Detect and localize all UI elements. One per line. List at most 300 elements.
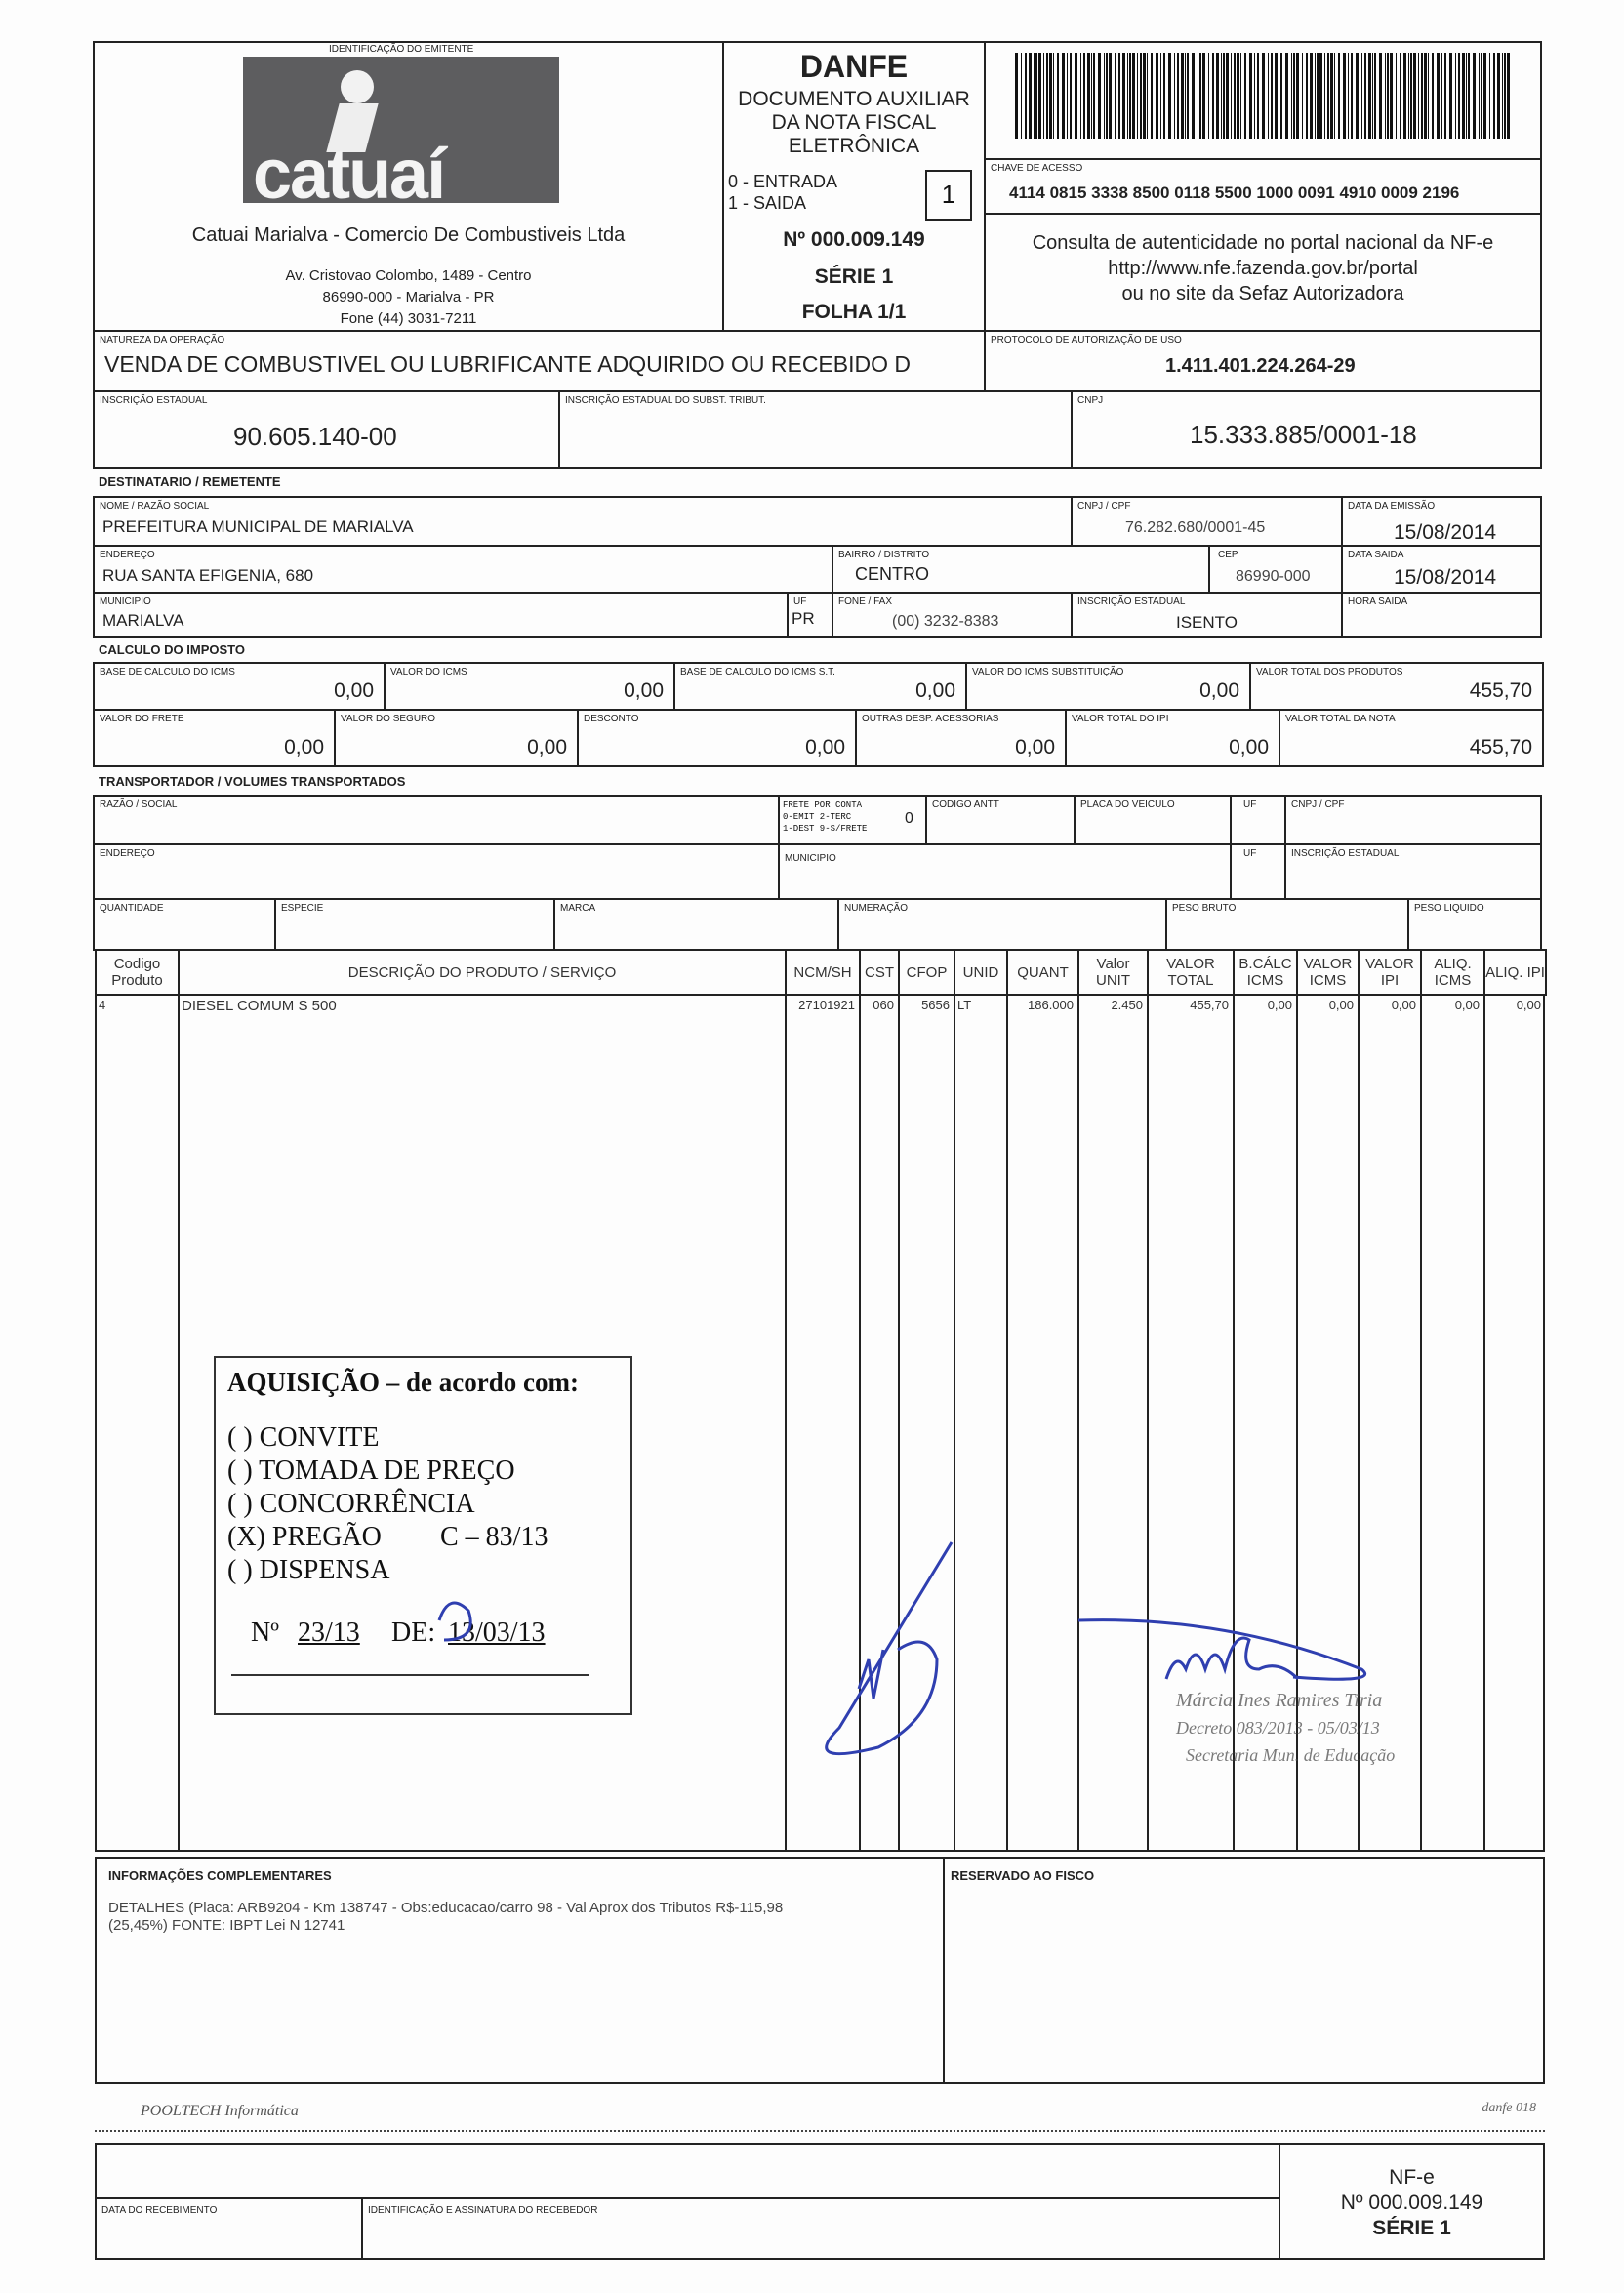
barcode-bar xyxy=(1361,53,1362,139)
emitente-box xyxy=(93,41,724,332)
barcode-bar xyxy=(1192,53,1195,139)
barcode-bar xyxy=(1140,53,1142,139)
product-cell: 060 xyxy=(873,998,894,1012)
column-header: ALIQ. IPI xyxy=(1483,949,1547,996)
transp-ie-box xyxy=(1284,843,1542,900)
tax-field xyxy=(1065,709,1280,767)
barcode-bar xyxy=(1098,53,1101,139)
barcode-bar xyxy=(1115,53,1116,139)
footer-version: danfe 018 xyxy=(1482,2101,1536,2115)
barcode-bar xyxy=(1479,53,1480,139)
danfe-subtitle: ELETRÔNICA xyxy=(788,135,920,157)
tax-field-value: 0,00 xyxy=(624,679,664,702)
tax-field-label: VALOR TOTAL DA NOTA xyxy=(1285,714,1396,724)
fisco-box xyxy=(943,1857,1545,2084)
barcode-bar xyxy=(1223,53,1225,139)
barcode-bar xyxy=(1343,53,1346,139)
barcode-bar xyxy=(1280,53,1282,139)
barcode-bar xyxy=(1413,53,1416,139)
barcode-bar xyxy=(1324,53,1325,139)
ie-label: INSCRIÇÃO ESTADUAL xyxy=(100,395,208,406)
barcode-bar xyxy=(1156,53,1158,139)
barcode-bar xyxy=(1285,53,1288,139)
peso-bruto-box xyxy=(1165,898,1409,951)
barcode-bar xyxy=(1390,53,1393,139)
stamp-de-label: DE: xyxy=(391,1617,436,1648)
barcode-bar xyxy=(1462,53,1465,139)
barcode-bar xyxy=(1481,53,1482,139)
barcode-bar xyxy=(1043,53,1044,139)
column-header: VALOR IPI xyxy=(1358,949,1422,996)
product-cell: LT xyxy=(957,998,972,1012)
barcode-bar xyxy=(1104,53,1105,139)
transp-mun-box xyxy=(778,843,1232,900)
frete-value: 0 xyxy=(905,810,914,827)
svg-text:Márcia Ines Ramires Tiria: Márcia Ines Ramires Tiria xyxy=(1176,1690,1383,1711)
cep-box xyxy=(1208,545,1343,594)
barcode-bar xyxy=(1160,53,1161,139)
barcode-bar xyxy=(1057,53,1059,139)
barcode-bar xyxy=(1093,53,1095,139)
tax-field xyxy=(965,662,1251,711)
column-divider xyxy=(1358,994,1360,1852)
tax-field-value: 0,00 xyxy=(915,679,955,702)
barcode-bar xyxy=(1268,53,1269,139)
tax-field-value: 0,00 xyxy=(1229,736,1269,758)
numeracao-box xyxy=(837,898,1167,951)
chave-box xyxy=(984,158,1542,215)
transp-mun-label: MUNICIPIO xyxy=(785,853,836,864)
info-text: (25,45%) FONTE: IBPT Lei N 12741 xyxy=(108,1917,345,1934)
barcode-bar xyxy=(1177,53,1179,139)
barcode-bar xyxy=(1231,53,1232,139)
barcode-bar xyxy=(1244,53,1246,139)
peso-liquido-label: PESO LIQUIDO xyxy=(1414,903,1484,914)
barcode-bar xyxy=(1067,53,1068,139)
barcode-bar xyxy=(1015,53,1018,139)
barcode-bar xyxy=(1368,53,1371,139)
dest-cnpj-box xyxy=(1071,496,1343,547)
svg-text:Secretaria Mun. de Educação: Secretaria Mun. de Educação xyxy=(1186,1745,1396,1765)
column-divider xyxy=(1077,994,1079,1852)
column-divider xyxy=(178,994,180,1852)
svg-text:Decreto 083/2013 - 05/03/13: Decreto 083/2013 - 05/03/13 xyxy=(1176,1718,1380,1738)
column-divider xyxy=(785,994,787,1852)
dest-end-box xyxy=(93,545,833,594)
barcode-bar xyxy=(1035,53,1037,139)
especie-box xyxy=(274,898,555,951)
consulta-box xyxy=(984,213,1542,332)
natureza-value: VENDA DE COMBUSTIVEL OU LUBRIFICANTE ADQUIRIDO OU RECEBIDO D xyxy=(104,351,912,377)
barcode-bar xyxy=(1437,53,1440,139)
barcode-bar xyxy=(1421,53,1423,139)
portal-url: http://www.nfe.fazenda.gov.br/portal xyxy=(1108,258,1418,279)
canhoto-serie: SÉRIE 1 xyxy=(1372,2217,1451,2239)
info-text: DETALHES (Placa: ARB9204 - Km 138747 - Obs:educacao/carro 98 - Val Aprox dos Tributos R$-115,98 xyxy=(108,1900,784,1916)
fone-box xyxy=(832,592,1073,638)
assinatura-box xyxy=(361,2197,1280,2260)
saida-label: DATA SAIDA xyxy=(1348,550,1404,560)
barcode-bar xyxy=(1403,53,1406,139)
barcode-bar xyxy=(1038,53,1041,139)
barcode-bar xyxy=(1083,53,1085,139)
barcode-bar xyxy=(1122,53,1125,139)
quantidade-label: QUANTIDADE xyxy=(100,903,164,914)
column-header: Valor UNIT xyxy=(1077,949,1149,996)
danfe-box xyxy=(722,41,986,332)
barcode-bar xyxy=(1034,53,1035,139)
footer-software: POOLTECH Informática xyxy=(141,2103,299,2119)
hora-box xyxy=(1341,592,1542,638)
barcode-bar xyxy=(1237,53,1239,139)
barcode-bar xyxy=(1458,53,1460,139)
column-divider xyxy=(1483,994,1485,1852)
product-cell: 0,00 xyxy=(1454,998,1480,1012)
stamp-option: ( ) TOMADA DE PREÇO xyxy=(227,1455,515,1486)
barcode-bar xyxy=(1396,53,1397,139)
barcode-bar xyxy=(1216,53,1219,139)
aquisicao-stamp xyxy=(214,1356,632,1715)
barcode-bar xyxy=(1106,53,1108,139)
tax-field-label: BASE DE CALCULO DO ICMS S.T. xyxy=(680,667,835,677)
canhoto-nfe: NF-e xyxy=(1389,2166,1435,2189)
uf-box xyxy=(787,592,833,638)
barcode-bar xyxy=(1317,53,1319,139)
product-cell: 186.000 xyxy=(1028,998,1074,1012)
transp-razao-box xyxy=(93,795,780,845)
ie-st-label: INSCRIÇÃO ESTADUAL DO SUBST. TRIBUT. xyxy=(565,395,766,406)
barcode-bar xyxy=(1504,53,1506,139)
tax-field xyxy=(855,709,1067,767)
product-cell: 0,00 xyxy=(1328,998,1354,1012)
barcode-bar xyxy=(1151,53,1153,139)
ie-box xyxy=(93,390,560,469)
barcode-bar xyxy=(1271,53,1273,139)
barcode-bar xyxy=(1330,53,1333,139)
emitente-address: Av. Cristovao Colombo, 1489 - Centro xyxy=(285,267,532,284)
tax-field xyxy=(673,662,967,711)
dest-nome-box xyxy=(93,496,1073,547)
barcode-bar xyxy=(1385,53,1386,139)
transp-uf-box xyxy=(1230,795,1286,845)
column-header: Codigo Produto xyxy=(95,949,180,996)
danfe-title: DANFE xyxy=(799,49,909,84)
frete-label: FRETE POR CONTA xyxy=(783,800,863,810)
barcode-bar xyxy=(1379,53,1382,139)
tax-field xyxy=(1279,709,1544,767)
dest-nome: PREFEITURA MUNICIPAL DE MARIALVA xyxy=(102,517,414,536)
imposto-section: CALCULO DO IMPOSTO xyxy=(99,642,245,657)
barcode-bar xyxy=(1320,53,1322,139)
transp-cnpj-box xyxy=(1284,795,1542,845)
fisco-label: RESERVADO AO FISCO xyxy=(951,1868,1095,1883)
protocolo-box xyxy=(984,330,1542,392)
barcode-bar xyxy=(1441,53,1442,139)
dest-ie-label: INSCRIÇÃO ESTADUAL xyxy=(1077,596,1186,607)
barcode-bar xyxy=(1468,53,1470,139)
barcode-bar xyxy=(1025,53,1027,139)
stamp-option-selected: (X) PREGÃO xyxy=(227,1522,382,1552)
cnpj-value: 15.333.885/0001-18 xyxy=(1190,420,1417,449)
barcode-bar xyxy=(1387,53,1389,139)
column-divider xyxy=(1006,994,1008,1852)
barcode-bar xyxy=(1315,53,1316,139)
danfe-subtitle: DA NOTA FISCAL xyxy=(771,111,937,134)
natureza-box xyxy=(93,330,986,392)
barcode-bar xyxy=(1212,53,1214,139)
transp-end-label: ENDEREÇO xyxy=(100,848,155,859)
stamp-option: ( ) CONCORRÊNCIA xyxy=(227,1489,475,1519)
barcode-bar xyxy=(1418,53,1419,139)
barcode-bar xyxy=(1168,53,1171,139)
dest-ie-box xyxy=(1071,592,1343,638)
product-cell: 0,00 xyxy=(1516,998,1541,1012)
transp-razao-label: RAZÃO / SOCIAL xyxy=(100,799,178,810)
frete-box xyxy=(778,795,927,845)
emissao-date: 15/08/2014 xyxy=(1394,521,1497,544)
barcode-bar xyxy=(1147,53,1148,139)
info-box xyxy=(95,1857,945,2084)
barcode-bar xyxy=(1118,53,1120,139)
barcode-bar xyxy=(1400,53,1401,139)
tax-field-label: VALOR TOTAL DO IPI xyxy=(1072,714,1169,724)
product-cell: 0,00 xyxy=(1267,998,1292,1012)
column-divider xyxy=(1420,994,1422,1852)
data-recebimento-box xyxy=(95,2197,363,2260)
tax-field-value: 0,00 xyxy=(1199,679,1239,702)
barcode-bar xyxy=(1410,53,1412,139)
column-header: VALOR TOTAL xyxy=(1147,949,1235,996)
tax-field-label: VALOR TOTAL DOS PRODUTOS xyxy=(1256,667,1403,677)
barcode-bar xyxy=(1049,53,1052,139)
tax-field xyxy=(334,709,579,767)
barcode-bar xyxy=(1302,53,1303,139)
mun-box xyxy=(93,592,789,638)
transp-end-box xyxy=(93,843,780,900)
info-label: INFORMAÇÕES COMPLEMENTARES xyxy=(108,1868,332,1883)
barcode-bar xyxy=(1489,53,1490,139)
column-header: CST xyxy=(859,949,900,996)
cnpj-label: CNPJ xyxy=(1077,395,1104,406)
barcode-bar xyxy=(1262,53,1265,139)
barcode-bar xyxy=(1129,53,1131,139)
tax-field-label: VALOR DO SEGURO xyxy=(341,714,436,724)
tax-field-value: 0,00 xyxy=(284,736,324,758)
barcode-bar xyxy=(1053,53,1054,139)
bairro: CENTRO xyxy=(855,564,929,584)
stamp-num: 23/13 xyxy=(298,1617,360,1648)
column-header: DESCRIÇÃO DO PRODUTO / SERVIÇO xyxy=(178,949,787,996)
canhoto-nfe-box xyxy=(1279,2143,1545,2260)
protocolo-value: 1.411.401.224.264-29 xyxy=(1165,355,1356,377)
barcode-bar xyxy=(1208,53,1209,139)
hora-label: HORA SAIDA xyxy=(1348,596,1408,607)
barcode-bar xyxy=(1109,53,1112,139)
barcode-bar xyxy=(1174,53,1175,139)
transp-uf2-box xyxy=(1230,843,1286,900)
barcode-bar xyxy=(1449,53,1452,139)
placa-box xyxy=(1074,795,1232,845)
canhoto-top-box xyxy=(95,2143,1280,2199)
barcode-bar xyxy=(1070,53,1072,139)
emissao-box xyxy=(1341,496,1542,547)
column-divider xyxy=(898,994,900,1852)
saida-label: 1 - SAIDA xyxy=(728,193,807,213)
barcode-bar xyxy=(1293,53,1295,139)
fone: (00) 3232-8383 xyxy=(892,613,999,630)
barcode-bar xyxy=(1473,53,1476,139)
chave-label: CHAVE DE ACESSO xyxy=(991,163,1083,174)
barcode-bar xyxy=(1187,53,1189,139)
mun: MARIALVA xyxy=(102,611,184,630)
column-divider xyxy=(859,994,861,1852)
nf-serie: SÉRIE 1 xyxy=(814,266,894,288)
barcode-bar xyxy=(1029,53,1032,139)
column-divider xyxy=(954,994,955,1852)
emitente-phone: Fone (44) 3031-7211 xyxy=(340,310,477,327)
tax-field xyxy=(384,662,675,711)
peso-liquido-box xyxy=(1407,898,1542,951)
nf-folha: FOLHA 1/1 xyxy=(801,301,907,323)
barcode-bar xyxy=(1502,53,1503,139)
consulta-text: Consulta de autenticidade no portal nacional da NF-e xyxy=(1032,232,1494,254)
especie-label: ESPECIE xyxy=(281,903,324,914)
transp-cnpj-label: CNPJ / CPF xyxy=(1291,799,1345,810)
stamp-option: ( ) DISPENSA xyxy=(227,1555,390,1585)
ie-st-box xyxy=(558,390,1073,469)
barcode-box xyxy=(984,41,1542,160)
destinatario-section: DESTINATARIO / REMETENTE xyxy=(99,474,281,489)
tax-field-label: VALOR DO FRETE xyxy=(100,714,184,724)
barcode-bar xyxy=(1424,53,1427,139)
antt-label: CODIGO ANTT xyxy=(932,799,999,810)
tax-field xyxy=(1249,662,1544,711)
barcode-bar xyxy=(1372,53,1373,139)
cut-line xyxy=(95,2130,1545,2132)
data-recebimento-label: DATA DO RECEBIMENTO xyxy=(102,2205,218,2216)
barcode-bar xyxy=(1181,53,1184,139)
column-header: QUANT xyxy=(1006,949,1079,996)
barcode-bar xyxy=(1127,53,1128,139)
barcode-bar xyxy=(1087,53,1090,139)
stamp-option: ( ) CONVITE xyxy=(227,1422,380,1453)
emitente-label: IDENTIFICAÇÃO DO EMITENTE xyxy=(329,44,474,55)
tax-field-label: VALOR DO ICMS xyxy=(390,667,467,677)
product-cell: DIESEL COMUM S 500 xyxy=(182,998,337,1014)
barcode-bar xyxy=(1351,53,1353,139)
transp-uf2-label: UF xyxy=(1243,848,1257,859)
tax-field-label: BASE DE CALCULO DO ICMS xyxy=(100,667,235,677)
canhoto-num: Nº 000.009.149 xyxy=(1340,2191,1483,2214)
product-cell: 27101921 xyxy=(798,998,855,1012)
frete-option: 0-EMIT 2-TERC xyxy=(783,812,852,822)
barcode-bar xyxy=(1137,53,1138,139)
barcode-bar xyxy=(1021,53,1022,139)
marca-box xyxy=(553,898,839,951)
dest-cnpj: 76.282.680/0001-45 xyxy=(1125,519,1266,536)
barcode-bar xyxy=(1275,53,1278,139)
placa-label: PLACA DO VEICULO xyxy=(1080,799,1175,810)
barcode-bar xyxy=(1483,53,1486,139)
barcode-bar xyxy=(1408,53,1409,139)
bairro-box xyxy=(832,545,1210,594)
stamp-date: 13/03/13 xyxy=(448,1617,546,1648)
column-header: B.CÁLC ICMS xyxy=(1233,949,1298,996)
peso-bruto-label: PESO BRUTO xyxy=(1172,903,1237,914)
barcode-bar xyxy=(1444,53,1446,139)
stamp-pregao-ref: C – 83/13 xyxy=(440,1522,548,1552)
entrada-label: 0 - ENTRADA xyxy=(728,172,838,191)
barcode-bar xyxy=(1466,53,1467,139)
bairro-label: BAIRRO / DISTRITO xyxy=(838,550,930,560)
tipo-operacao-box: 1 xyxy=(925,170,972,221)
barcode-bar xyxy=(1507,53,1510,139)
dest-nome-label: NOME / RAZÃO SOCIAL xyxy=(100,501,210,512)
column-header: UNID xyxy=(954,949,1008,996)
barcode-bar xyxy=(1080,53,1081,139)
tax-field-value: 455,70 xyxy=(1469,736,1532,758)
barcode-bar xyxy=(1296,53,1299,139)
barcode-bar xyxy=(1291,53,1292,139)
column-divider xyxy=(1147,994,1149,1852)
saida-box xyxy=(1341,545,1542,594)
barcode-bar xyxy=(1327,53,1329,139)
column-header: NCM/SH xyxy=(785,949,861,996)
barcode-bar xyxy=(1356,53,1359,139)
uf: PR xyxy=(792,609,815,628)
catuai-logo: catuaí xyxy=(243,57,559,203)
barcode-bar xyxy=(1046,53,1048,139)
emitente-city: 86990-000 - Marialva - PR xyxy=(322,289,495,306)
consulta-text: ou no site da Sefaz Autorizadora xyxy=(1121,283,1404,305)
barcode-bar xyxy=(1221,53,1222,139)
barcode-bar xyxy=(1062,53,1065,139)
barcode-bar xyxy=(1234,53,1236,139)
cnpj-box xyxy=(1071,390,1542,469)
emitente-name: Catuai Marialva - Comercio De Combustiveis Ltda xyxy=(191,225,626,246)
column-divider xyxy=(1233,994,1235,1852)
barcode-bar xyxy=(1428,53,1429,139)
column-divider xyxy=(95,994,97,1852)
barcode-bar xyxy=(1364,53,1366,139)
transp-ie-label: INSCRIÇÃO ESTADUAL xyxy=(1291,848,1400,859)
transp-uf-label: UF xyxy=(1243,799,1257,810)
tax-field-value: 0,00 xyxy=(1015,736,1055,758)
assinatura-label: IDENTIFICAÇÃO E ASSINATURA DO RECEBEDOR xyxy=(368,2205,598,2216)
marca-label: MARCA xyxy=(560,903,596,914)
nf-number: Nº 000.009.149 xyxy=(783,228,925,251)
barcode-bar xyxy=(1455,53,1456,139)
barcode-bar xyxy=(1132,53,1135,139)
barcode-bar xyxy=(1075,53,1077,139)
tax-field xyxy=(577,709,857,767)
barcode-bar xyxy=(1374,53,1376,139)
cep-label: CEP xyxy=(1218,550,1238,560)
barcode-bar xyxy=(1432,53,1434,139)
uf-label: UF xyxy=(793,596,807,607)
antt-box xyxy=(925,795,1076,845)
barcode-bar xyxy=(1497,53,1500,139)
barcode-bar xyxy=(1249,53,1252,139)
stamp-num-label: Nº xyxy=(251,1617,279,1648)
column-header: VALOR ICMS xyxy=(1296,949,1360,996)
product-cell: 0,00 xyxy=(1391,998,1416,1012)
barcode-bar xyxy=(1143,53,1146,139)
tax-field xyxy=(93,709,336,767)
barcode-bar xyxy=(1310,53,1313,139)
chave-acesso: 4114 0815 3338 8500 0118 5500 1000 0091 4910 0009 2196 xyxy=(1009,184,1460,202)
cep: 86990-000 xyxy=(1236,568,1311,585)
